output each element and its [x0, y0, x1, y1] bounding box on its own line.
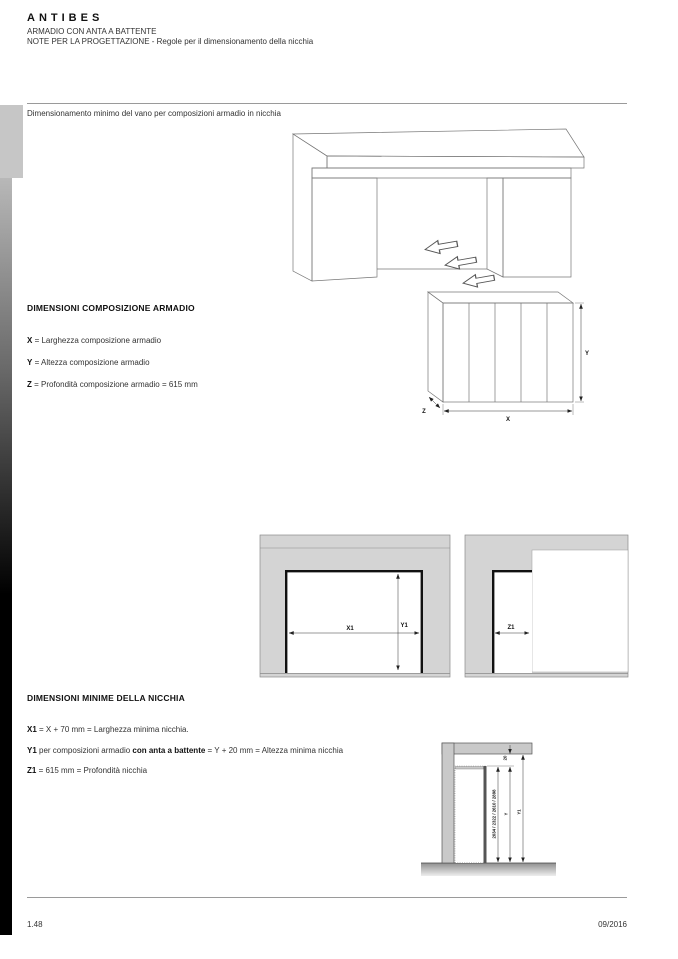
spec-symbol: X1 [27, 725, 37, 734]
spec-symbol: Z1 [27, 766, 37, 775]
dim-label-gap: 20 [502, 755, 508, 761]
wardrobe-3d-diagram [415, 283, 595, 431]
niche-section-diagram [418, 725, 570, 883]
top-divider [27, 103, 627, 104]
spec-line-y [27, 358, 150, 367]
footer-page-number: 1.48 [27, 920, 43, 929]
spec-symbol: Y1 [27, 746, 37, 755]
spec-line-x [27, 336, 161, 345]
dim-label-z: Z [422, 409, 426, 415]
dim-label-heights: 2034 / 2322 / 2610 / 2898 [491, 789, 497, 839]
spec-line-z [27, 380, 198, 389]
dim-label-x1: X1 [346, 626, 354, 632]
niche-3d-diagram [285, 122, 600, 294]
page-note: NOTE PER LA PROGETTAZIONE - Regole per il dimensionamento della nicchia [27, 37, 314, 46]
spec-text: = Profondità composizione armadio = 615 mm [31, 380, 198, 389]
spec-text-bold: con anta a battente [132, 746, 206, 755]
niche-side-view-diagram [463, 533, 633, 680]
page-subtitle: ARMADIO CON ANTA A BATTENTE [27, 27, 157, 36]
dim-label-x: X [505, 417, 511, 423]
bottom-divider [27, 897, 627, 898]
spec-text: = Y + 20 mm = Altezza minima nicchia [205, 746, 344, 755]
spec-symbol: Y [27, 358, 33, 367]
page-edge-tab [0, 105, 23, 178]
spec-text: = Altezza composizione armadio [32, 358, 150, 367]
spec-text: = X + 70 mm = Larghezza minima nicchia. [36, 725, 189, 734]
niche-front-view-diagram [255, 533, 455, 680]
dim-label-z1: Z1 [507, 625, 515, 631]
diagram-caption: Dimensionamento minimo del vano per composizioni armadio in nicchia [27, 109, 281, 118]
section-heading-nicchia: DIMENSIONI MINIME DELLA NICCHIA [27, 693, 185, 703]
spec-text: = Larghezza composizione armadio [32, 336, 162, 345]
dim-label-y1: Y1 [516, 809, 522, 815]
page-title: ANTIBES [27, 12, 104, 24]
spec-symbol: X [27, 336, 33, 345]
spec-line-y1 [27, 746, 343, 755]
dim-label-y1: Y1 [400, 623, 408, 629]
spec-text: = 615 mm = Profondità nicchia [36, 766, 148, 775]
spec-text: per composizioni armadio [36, 746, 133, 755]
dim-label-y: Y [503, 812, 509, 816]
insert-arrow-icon [424, 237, 495, 289]
page-edge-gradient-bar [0, 178, 12, 935]
spec-symbol: Z [27, 380, 32, 389]
dim-label-y: Y [585, 351, 590, 357]
section-heading-armadio: DIMENSIONI COMPOSIZIONE ARMADIO [27, 303, 195, 313]
footer-date: 09/2016 [598, 920, 627, 929]
spec-line-z1 [27, 766, 147, 775]
spec-line-x1 [27, 725, 189, 734]
